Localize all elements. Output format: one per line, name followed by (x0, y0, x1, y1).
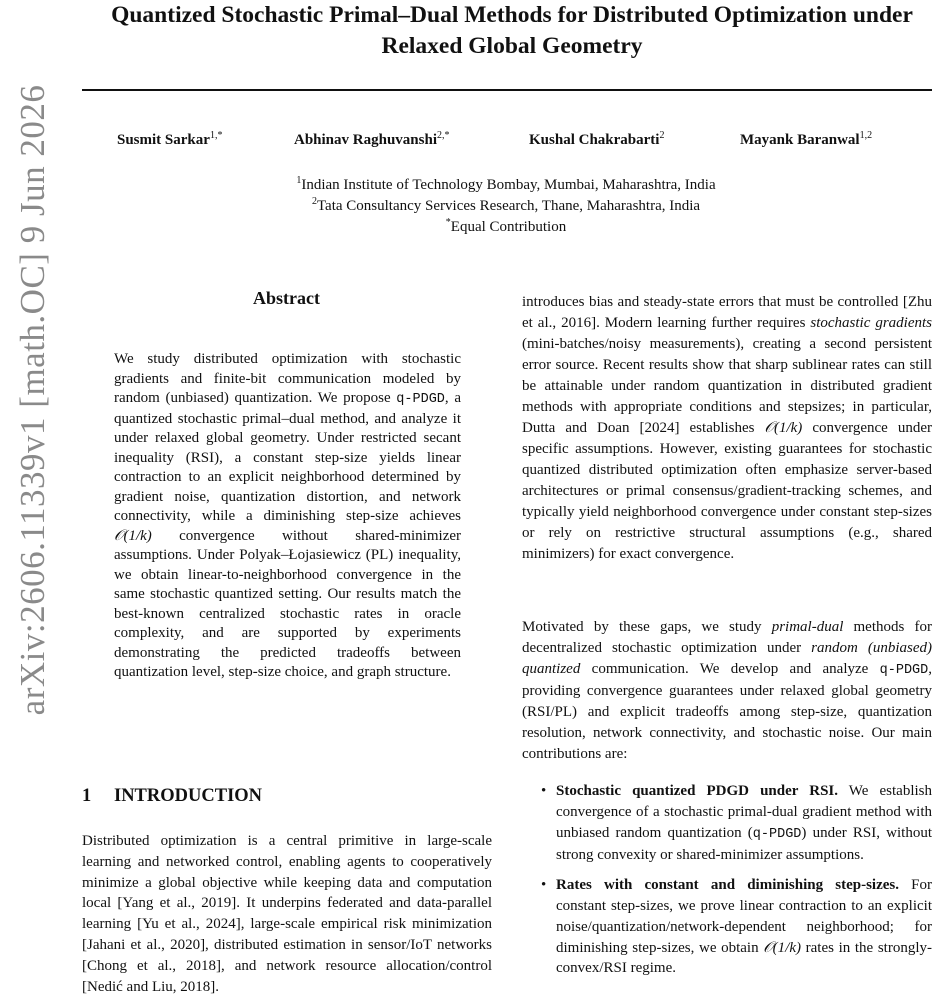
contribution-text: For constant step-sizes, we prove linear contraction to an explicit noise/quantization/network-dependent neighborhood; for diminishing step-sizes, we obtain (556, 877, 932, 956)
contribution-item (538, 875, 932, 979)
bullet-icon: • (541, 783, 547, 799)
paragraph-text: introduces bias and steady-state errors that must be controlled [Zhu et al., 2016]. Modern learning further requires (522, 294, 932, 331)
title-line-2: Relaxed Global Geometry (381, 33, 643, 59)
affiliation-text: Indian Institute of Technology Bombay, Mumbai, Maharashtra, India (301, 177, 716, 193)
contribution-title: Rates with constant and diminishing step-sizes. (556, 877, 899, 894)
intro-paragraph-continued (522, 292, 932, 565)
paragraph-text: methods for decentralized stochastic optimization under (522, 619, 932, 656)
affiliation-sup: 2 (311, 196, 317, 207)
emphasis-text: random (unbiased) quantized (522, 639, 932, 677)
author-name: Abhinav Raghuvanshi (294, 132, 437, 148)
affiliation-sup: 1 (296, 175, 302, 186)
emphasis-text: stochastic gradients (810, 315, 932, 331)
author-4 (740, 132, 872, 149)
paragraph-text: convergence under specific assumptions. However, existing guarantees for stochastic quantized distributed optimization often emphasize server-based architectures or primal consensus/gradient-tracking schemes, and typically yield neighborhood convergence under constant step-sizes or rely on restrictive structural assumptions (e.g., shared minimizers) for exact convergence. (522, 420, 932, 562)
contribution-text: rates in the strongly-convex/RSI regime. (556, 939, 932, 977)
abstract-heading: Abstract (253, 288, 320, 308)
emphasis-text: primal-dual (771, 619, 844, 635)
motivation-paragraph (522, 617, 932, 765)
affiliation-sup: * (445, 217, 451, 228)
method-code: q-PDGD (879, 662, 929, 678)
paragraph-text: Motivated by these gaps, we study (522, 619, 772, 635)
section-title: INTRODUCTION (114, 786, 263, 806)
abstract-text: convergence without shared-minimizer assumptions. Under Polyak–Łojasiewicz (PL) inequality, we obtain linear-to-neighborhood convergence in the same stochastic quantized setting. Our results match the best-known centralized stochastic rates in oracle complexity, and are supported by experiments demonstrating the predicted tradeoffs between quantization level, step-size choice, and graph structure. (114, 527, 461, 680)
affiliation-equal (80, 217, 932, 238)
title-line-1: Quantized Stochastic Primal–Dual Methods for Distributed Optimization under (111, 2, 913, 28)
author-3 (529, 132, 664, 149)
author-2 (294, 132, 449, 149)
contribution-item (538, 781, 932, 866)
method-code: q-PDGD (752, 826, 802, 842)
math-expression: 𝒪(1/k) (763, 939, 801, 956)
author-sup: 2,* (436, 130, 450, 141)
abstract-text: , a quantized stochastic primal–dual method, and analyze it under relaxed global geometry. Under restricted secant inequality (RSI), a constant step-size yields linear contraction to an explicit neighborhood determined by gradient noise, quantization distortion, and network connectivity, while a diminishing step-size achieves (114, 390, 461, 524)
arxiv-stamp-text: arXiv:2606.11339v1 [math.OC] 9 Jun 2026 (13, 84, 52, 716)
affiliation-2 (80, 196, 932, 217)
affiliations (80, 175, 932, 238)
author-sup: 2 (659, 130, 665, 141)
arxiv-stamp (0, 84, 73, 716)
bullet-icon: • (541, 877, 547, 894)
section-heading (82, 786, 262, 807)
contribution-text: ) under RSI, without strong convexity or shared-minimizer assumptions. (556, 824, 932, 864)
affiliation-1 (80, 175, 932, 196)
paragraph-text: communication. We develop and analyze (580, 660, 880, 677)
abstract-text: We study distributed optimization with stochastic gradients and finite-bit communication modeled by random (unbiased) quantization. We propose (114, 351, 461, 406)
author-sup: 1,* (209, 130, 223, 141)
section-number: 1 (82, 786, 92, 806)
author-name: Kushal Chakrabarti (529, 132, 660, 148)
author-name: Susmit Sarkar (117, 132, 210, 148)
affiliation-text: Equal Contribution (450, 219, 567, 235)
paper-title (80, 0, 944, 62)
contribution-text: We establish convergence of a stochastic primal-dual gradient method with unbiased random quantization ( (556, 783, 932, 841)
contributions-list (538, 781, 932, 988)
author-name: Mayank Baranwal (740, 132, 860, 148)
affiliation-text: Tata Consultancy Services Research, Thane, Maharashtra, India (316, 198, 701, 214)
abstract-body (114, 350, 461, 683)
math-expression: 𝒪(1/k) (114, 527, 152, 544)
contribution-title: Stochastic quantized PDGD under RSI. (556, 783, 838, 799)
author-sup: 1,2 (859, 130, 873, 141)
intro-paragraph: Distributed optimization is a central primitive in large-scale learning and networked control, enabling agents to cooperatively minimize a global objective while keeping data and computation local [Yang et al., 2019]. It underpins federated and data-parallel learning [Yu et al., 2024], large-scale empirical risk minimization [Jahani et al., 2020], distributed estimation in sensor/IoT networks [Chong et al., 2018], and network resource allocation/control [Nedić and Liu, 2018]. (82, 833, 492, 995)
math-expression: 𝒪(1/k) (764, 420, 803, 436)
author-1 (117, 132, 222, 149)
paragraph-text: (mini-batches/noisy measurements), creating a second persistent error source. Recent results show that sharp sublinear rates can still be attainable under random quantization in distributed gradient methods with appropriate conditions and stepsizes; in particular, Dutta and Doan [2024] establishes (522, 336, 932, 436)
title-rule (82, 89, 932, 91)
paragraph-text: , providing convergence guarantees under relaxed global geometry (RSI/PL) and explicit tradeoffs among step-size, quantization resolution, network connectivity, and stochastic noise. Our main contributions are: (522, 660, 932, 762)
method-code: q-PDGD (396, 392, 445, 407)
